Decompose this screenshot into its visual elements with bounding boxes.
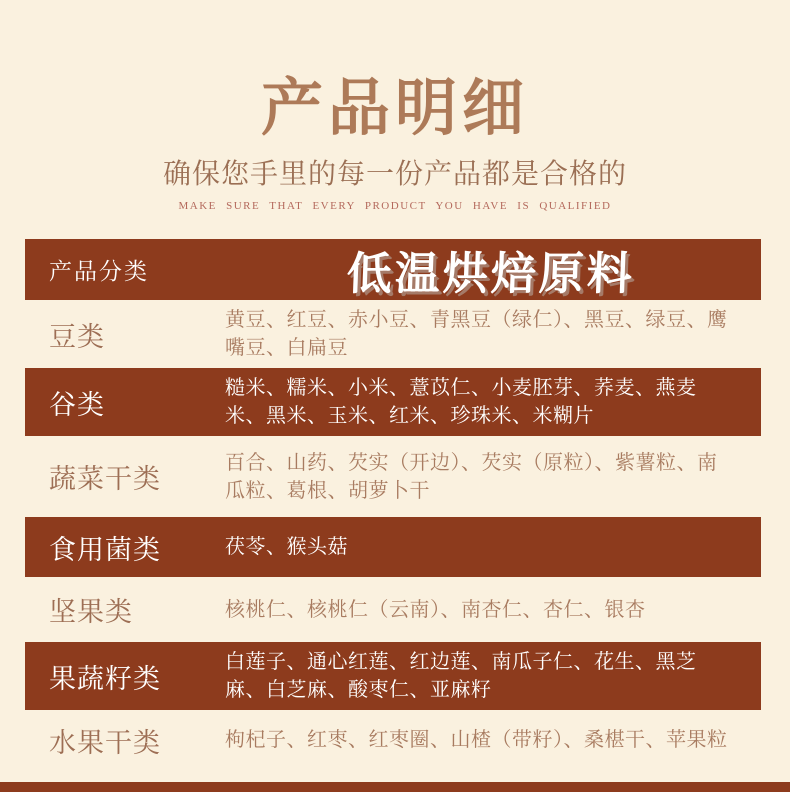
- page-subtitle: 确保您手里的每一份产品都是合格的: [162, 158, 627, 189]
- table-row-dried-fruits: [25, 710, 761, 770]
- table-row-beans: [25, 300, 761, 368]
- row-category: 谷类: [49, 389, 105, 420]
- row-category: 食用菌类: [49, 534, 161, 565]
- row-category: 豆类: [49, 321, 105, 352]
- table-row-edible-fungi: [25, 517, 761, 577]
- table-row-grains: [25, 368, 761, 436]
- row-category: 蔬菜干类: [49, 464, 161, 494]
- table-row-fruit-vegetable-seeds: [25, 642, 761, 710]
- row-category: 水果干类: [49, 727, 161, 758]
- row-items: 百合、山药、芡实（开边）、芡实（原粒）、紫薯粒、南瓜粒、葛根、胡萝卜干: [225, 451, 718, 502]
- row-items: 核桃仁、核桃仁（云南）、南杏仁、杏仁、银杏: [225, 598, 646, 621]
- table-row-nuts: [25, 577, 761, 642]
- row-items: 黄豆、红豆、赤小豆、青黑豆（绿仁）、黑豆、绿豆、鹰嘴豆、白扁豆: [225, 309, 728, 359]
- row-category: 果蔬籽类: [49, 663, 161, 694]
- row-items: 糙米、糯米、小米、薏苡仁、小麦胚芽、荞麦、燕麦米、黑米、玉米、红米、珍珠米、米糊片: [225, 377, 697, 427]
- header-table-title: 低温烘焙原料: [345, 248, 636, 299]
- row-items: 白莲子、通心红莲、红边莲、南瓜子仁、花生、黑芝麻、白芝麻、酸枣仁、亚麻籽: [225, 651, 697, 701]
- page-subtitle-english: MAKE SURE THAT EVERY PRODUCT YOU HAVE IS QUALIFIED: [178, 200, 612, 212]
- row-items: 茯苓、猴头菇: [225, 536, 348, 558]
- table-header-row: [25, 239, 761, 300]
- table-row-dried-vegetables: [25, 436, 761, 517]
- header-category-label: 产品分类: [49, 258, 149, 284]
- row-category: 坚果类: [49, 597, 133, 627]
- page-title: 产品明细: [260, 74, 529, 143]
- product-table: [25, 239, 761, 770]
- bottom-accent-bar: [0, 782, 790, 792]
- row-items: 枸杞子、红枣、红枣圈、山楂（带籽）、桑椹干、苹果粒: [225, 729, 728, 751]
